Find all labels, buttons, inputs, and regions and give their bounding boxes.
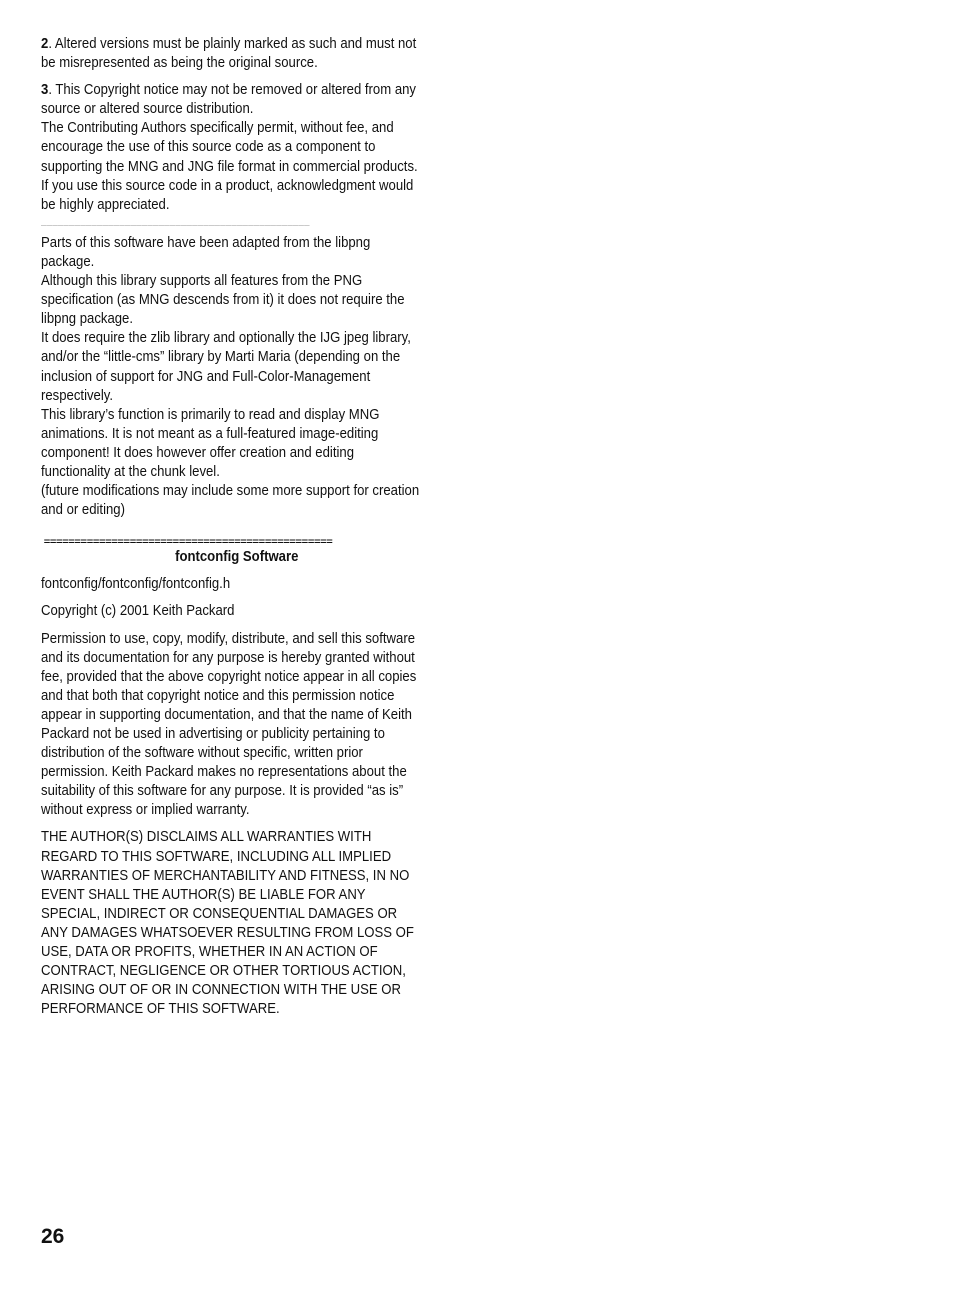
page-number: 26 [41, 1225, 65, 1248]
text-column [41, 35, 424, 1019]
future-modifications-paragraph: (future modifications may include some more support for creation and or editing) [41, 483, 420, 519]
equals-separator: =============================================== [43, 536, 333, 549]
fontconfig-heading: fontconfig Software [175, 549, 299, 566]
contributing-authors-paragraph: The Contributing Authors specifically permit, without fee, and encourage the use of this source code as a component to supporting the MNG and JNG file format in commercial products. If you use this source code in a product, acknowledgment would be highly appreciated. [41, 120, 418, 213]
fontconfig-path: fontconfig/fontconfig/fontconfig.h [41, 576, 231, 593]
fontconfig-copyright: Copyright (c) 2001 Keith Packard [41, 603, 235, 620]
item-3-paragraph [41, 81, 424, 119]
fontconfig-permission: Permission to use, copy, modify, distribute, and sell this software and its documentation for any purpose is hereby granted without fee, provided that the above copyright notice appear in all copies and that both that copyright notice and this permission notice appear in supporting documentation, and that the name of Keith Packard not be used in advertising or publicity pertaining to distribution of the software without specific, written prior permission. Keith Packard makes no representations about the suitability of this software for any purpose. It is provided “as is” without express or implied warranty. [41, 630, 417, 819]
zlib-paragraph: It does require the zlib library and optionally the IJG jpeg library, and/or the “little-cms” library by Marti Maria (depending on the inclusion of support for JNG and Full-Color-Management respectively. [41, 330, 411, 404]
libpng-paragraph: Parts of this software have been adapted from the libpng package. [41, 234, 371, 270]
fontconfig-disclaimer: THE AUTHOR(S) DISCLAIMS ALL WARRANTIES WITH REGARD TO THIS SOFTWARE, INCLUDING ALL IMPLIED WARRANTIES OF MERCHANTABILITY AND FITNESS, IN NO EVENT SHALL THE AUTHOR(S) BE LIABLE FOR ANY SPECIAL, INDIRECT OR CONSEQUENTIAL DAMAGES OR ANY DAMAGES WHATSOEVER RESULTING FROM LOSS OF USE, DATA OR PROFITS, WHETHER IN AN ACTION OF CONTRACT, NEGLIGENCE OR OTHER TORTIOUS ACTION, ARISING OUT OF OR IN CONNECTION WITH THE USE OR PERFORMANCE OF THIS SOFTWARE. [41, 829, 414, 1018]
item-3-text: . This Copyright notice may not be removed or altered from any source or altered source distribution. [41, 82, 417, 118]
item-2-number: 2 [41, 36, 49, 52]
item-2-paragraph [41, 35, 424, 73]
item-3-number: 3 [41, 82, 49, 99]
item-2-text: . Altered versions must be plainly marked as such and must not be misrepresented as being the original source. [41, 36, 417, 72]
dash-separator: ________________________________________________ [41, 214, 310, 226]
png-spec-paragraph: Although this library supports all features from the PNG specification (as MNG descends from it) it does not require the libpng package. [41, 273, 405, 328]
library-function-paragraph: This library’s function is primarily to read and display MNG animations. It is not meant as a full-featured image-editing component! It does however offer creation and editing functionality at the chunk level. [41, 406, 380, 480]
